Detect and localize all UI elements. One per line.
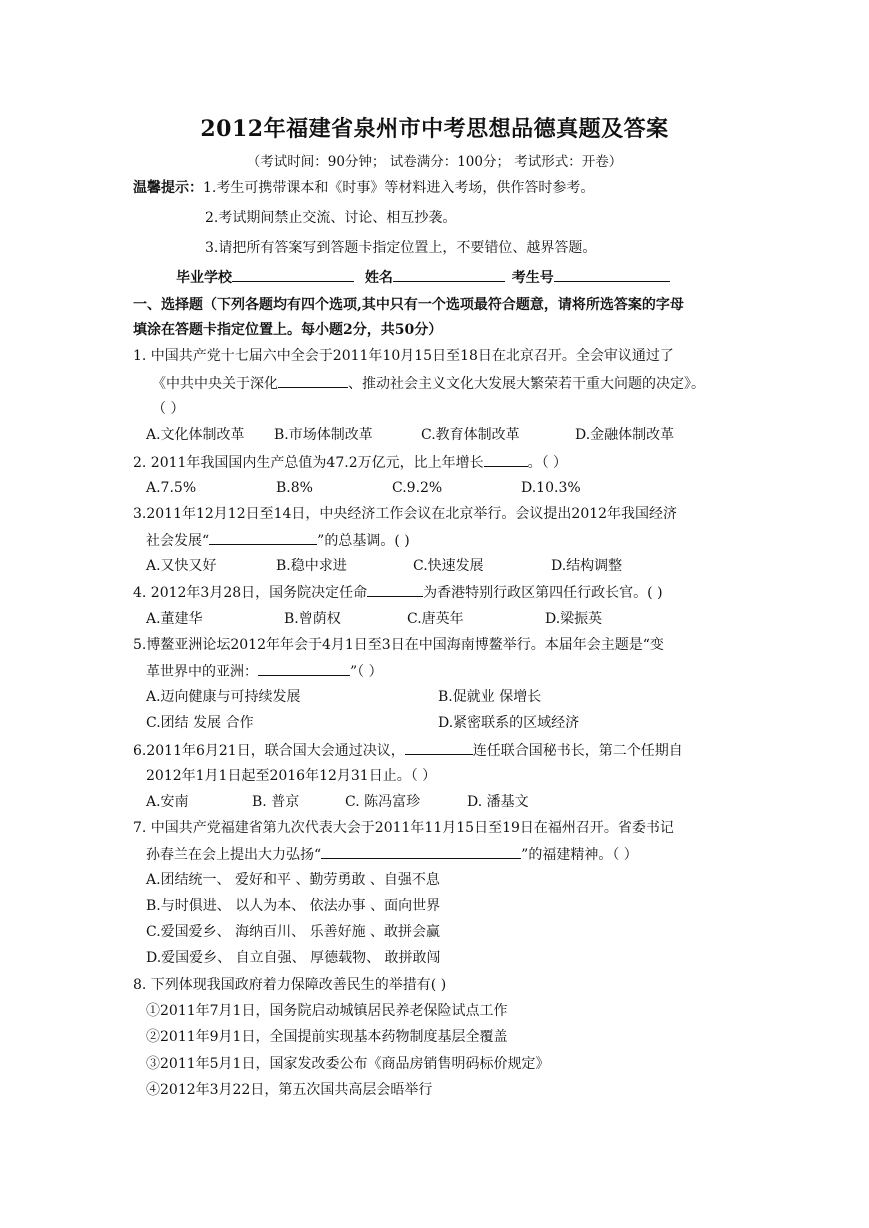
tips-item: 2.考试期间禁止交流、讨论、相互抄袭。	[205, 210, 457, 226]
question-text: 4. 2012年3月28日，国务院决定任命	[133, 585, 368, 601]
tips-item: 1.考生可携带课本和《时事》等材料进入考场，供作答时参考。	[203, 180, 595, 196]
question-text: 。（ ）	[527, 455, 568, 471]
question-6-text	[133, 740, 683, 761]
question-1-text: 1. 中国共产党十七届六中全会于2011年10月15日至18日在北京召开。全会审议通过了	[133, 348, 674, 364]
tips-label: 温馨提示：	[133, 180, 203, 196]
section-heading: 一、选择题（下列各题均有四个选项,其中只有一个选项最符合题意，请将所选答案的字母	[133, 297, 684, 313]
option-d[interactable]: D.梁振英	[545, 611, 603, 627]
school-label: 毕业学校	[176, 270, 232, 286]
option-c[interactable]: C.爱国爱乡、 海纳百川、 乐善好施 、敢拼会赢	[146, 924, 441, 940]
option-b[interactable]: B. 普京	[252, 794, 300, 810]
list-item: ①2011年7月1日，国务院启动城镇居民养老保险试点工作	[146, 1003, 508, 1019]
list-item: ④2012年3月22日，第五次国共高层会晤举行	[146, 1082, 433, 1098]
question-8-text: 8. 下列体现我国政府着力保障改善民生的举措有( )	[133, 977, 447, 993]
option-a[interactable]: A.又快又好	[146, 558, 217, 574]
option-c[interactable]: C.唐英年	[407, 611, 464, 627]
option-a[interactable]: A.迈向健康与可持续发展	[146, 689, 301, 705]
question-text: 《中共中央关于深化	[152, 376, 278, 392]
option-b[interactable]: B.稳中求进	[276, 558, 347, 574]
question-3-text: 3.2011年12月12日至14日，中央经济工作会议在北京举行。会议提出2012年我国经济	[133, 506, 678, 522]
exam-number-blank[interactable]	[554, 267, 670, 282]
option-b[interactable]: B.市场体制改革	[274, 427, 373, 443]
exam-info-subtitle: （考试时间：90分钟； 试卷满分：100分； 考试形式：开卷）	[246, 154, 623, 170]
question-text: 、推动社会主义文化大发展大繁荣若干重大问题的决定》。	[348, 376, 705, 392]
question-text: 孙春兰在会上提出大力弘扬“	[146, 847, 322, 863]
option-d[interactable]: D.紧密联系的区域经济	[438, 715, 580, 731]
question-3-text	[146, 530, 410, 551]
answer-blank	[278, 373, 348, 388]
answer-blank	[321, 844, 521, 859]
name-blank[interactable]	[393, 267, 505, 282]
question-6-text: 2012年1月1日起至2016年12月31日止。（ ）	[146, 768, 437, 784]
option-b[interactable]: B.8%	[276, 480, 313, 496]
option-a[interactable]: A.安南	[146, 794, 189, 810]
question-text: 连任联合国秘书长，第二个任期自	[472, 743, 683, 759]
question-text: 2. 2011年我国国内生产总值为47.2万亿元，比上年增长	[133, 455, 484, 471]
school-blank[interactable]	[232, 267, 354, 282]
option-b[interactable]: B.曾荫权	[284, 611, 341, 627]
tips-line-1	[133, 178, 594, 198]
question-5-text	[146, 661, 383, 682]
question-text: ”（ ）	[350, 664, 383, 680]
section-heading: 填涂在答题卡指定位置上。每小题2分，共50分）	[133, 322, 443, 338]
exam-number-label: 考生号	[511, 270, 554, 286]
answer-bracket: （ ）	[152, 401, 185, 417]
option-c[interactable]: C.团结 发展 合作	[146, 715, 254, 731]
question-text: 为香港特别行政区第四任行政长官。( )	[423, 585, 663, 601]
student-info-row	[176, 267, 670, 288]
option-a[interactable]: A.7.5%	[146, 480, 197, 496]
tips-item: 3.请把所有答案写到答题卡指定位置上，不要错位、越界答题。	[205, 240, 597, 256]
list-item: ③2011年5月1日，国家发改委公布《商品房销售明码标价规定》	[146, 1056, 550, 1072]
question-text: 社会发展“	[146, 533, 210, 549]
answer-blank	[484, 452, 528, 467]
question-7-text	[146, 844, 638, 865]
option-d[interactable]: D.10.3%	[521, 480, 581, 496]
question-text: ”的福建精神。（ ）	[521, 847, 638, 863]
option-a[interactable]: A.董建华	[146, 611, 203, 627]
question-2-text	[133, 452, 567, 473]
option-c[interactable]: C.9.2%	[392, 480, 443, 496]
option-a[interactable]: A.团结统一、 爱好和平 、勤劳勇敢 、自强不息	[146, 872, 440, 888]
question-4-text	[133, 582, 663, 603]
option-a[interactable]: A.文化体制改革	[146, 427, 245, 443]
question-1-text	[152, 373, 705, 394]
question-text: 革世界中的亚洲：	[146, 664, 258, 680]
question-text: 6.2011年6月21日，联合国大会通过决议，	[133, 743, 405, 759]
option-d[interactable]: D.金融体制改革	[575, 427, 675, 443]
answer-blank	[405, 740, 473, 755]
option-b[interactable]: B.促就业 保增长	[438, 689, 542, 705]
question-text: ”的总基调。( )	[317, 533, 410, 549]
option-c[interactable]: C.快速发展	[413, 558, 484, 574]
option-d[interactable]: D. 潘基文	[467, 794, 529, 810]
page-title: 2012年福建省泉州市中考思想品德真题及答案	[200, 116, 669, 142]
answer-blank	[258, 661, 350, 676]
option-b[interactable]: B.与时俱进、 以人为本、 依法办事 、面向世界	[146, 898, 441, 914]
option-d[interactable]: D.结构调整	[551, 558, 623, 574]
answer-blank	[209, 530, 317, 545]
answer-blank	[367, 582, 423, 597]
list-item: ②2011年9月1日，全国提前实现基本药物制度基层全覆盖	[146, 1029, 508, 1045]
option-c[interactable]: C.教育体制改革	[421, 427, 520, 443]
question-7-text: 7. 中国共产党福建省第九次代表大会于2011年11月15日至19日在福州召开。省委书记	[133, 820, 674, 836]
option-c[interactable]: C. 陈冯富珍	[345, 794, 421, 810]
name-label: 姓名	[364, 270, 393, 286]
option-d[interactable]: D.爱国爱乡、 自立自强、 厚德载物、 敢拼敢闯	[146, 950, 441, 966]
question-5-text: 5.博鳌亚洲论坛2012年年会于4月1日至3日在中国海南博鳌举行。本届年会主题是“变	[133, 637, 664, 653]
